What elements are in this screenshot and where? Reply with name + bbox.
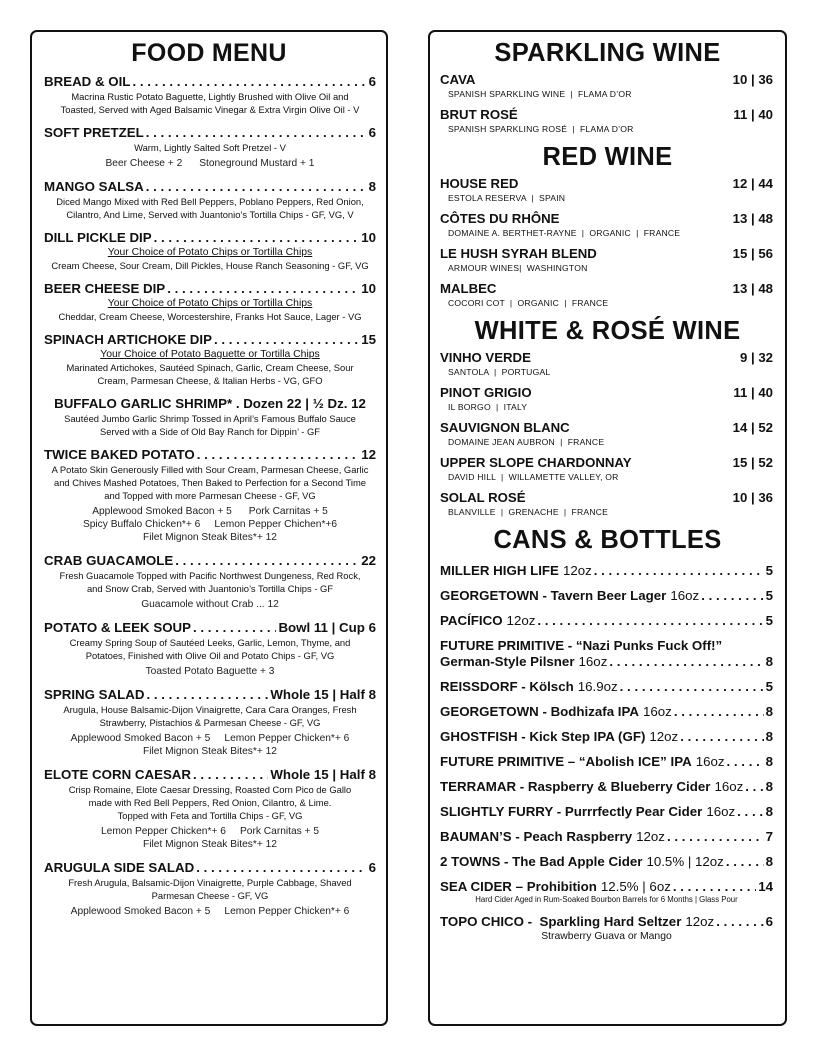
can-item	[430, 854, 785, 870]
food-item-choice: Your Choice of Potato Baguette or Tortilla Chips	[100, 349, 320, 360]
wine-producer: COCORI COT | ORGANIC | FRANCE	[448, 298, 609, 308]
can-name: 2 TOWNS - The Bad Apple Cider	[440, 854, 643, 869]
can-price: 8	[765, 804, 773, 819]
cans-bottles-list	[430, 563, 785, 943]
food-item-price: Bowl 11 | Cup 6	[278, 620, 376, 635]
food-item-description: Fresh Arugula, Balsamic-Dijon Vinaigrette, Purple Cabbage, Shaved	[68, 877, 352, 888]
wine-price: 11 | 40	[733, 107, 773, 122]
wine-name: MALBEC	[440, 281, 497, 296]
wine-price: 15 | 52	[732, 455, 773, 470]
food-item-name: BREAD & OIL	[44, 74, 131, 89]
can-price: 7	[765, 829, 773, 844]
food-item-header	[44, 125, 376, 141]
food-item-addon: Filet Mignon Steak Bites*+ 12	[143, 532, 277, 543]
food-item-description: Sautéed Jumbo Garlic Shrimp Tossed in April’s Famous Buffalo Sauce	[64, 413, 356, 424]
can-price: 8	[765, 704, 773, 719]
food-item-addon: Applewood Smoked Bacon + 5 Pork Carnitas + 5	[92, 506, 328, 517]
can-flavors: Strawberry Guava or Mango	[541, 931, 672, 942]
food-item	[32, 332, 386, 387]
food-item-header	[44, 332, 376, 348]
can-name: SEA CIDER – Prohibition	[440, 879, 597, 894]
food-menu-title: FOOD MENU	[131, 39, 287, 67]
food-item-description: Cream Cheese, Sour Cream, Dill Pickles, House Ranch Seasoning - GF, VG	[51, 260, 369, 271]
food-item-description: Arugula, House Balsamic-Dijon Vinaigrette, Cara Cara Oranges, Fresh	[63, 704, 357, 715]
leader-dots	[716, 914, 763, 930]
can-size: 12oz	[649, 729, 679, 744]
wine-producer: SANTOLA | PORTUGAL	[448, 367, 551, 377]
wine-item-header	[440, 107, 773, 123]
sparkling-wine-list	[430, 72, 785, 136]
leader-dots	[196, 860, 366, 876]
can-item-header	[440, 914, 773, 930]
can-item-header	[440, 779, 773, 795]
can-size: 16oz	[642, 704, 672, 719]
can-name: MILLER HIGH LIFE	[440, 563, 559, 578]
wine-item	[430, 385, 785, 414]
can-size: 12oz	[685, 914, 715, 929]
food-item-description: Cream, Parmesan Cheese, & Italian Herbs - VG, GFO	[97, 375, 323, 386]
can-name: TOPO CHICO - Sparkling Hard Seltzer	[440, 914, 682, 929]
food-item-header	[44, 687, 376, 703]
wine-price: 10 | 36	[732, 72, 773, 87]
can-price: 6	[765, 914, 773, 929]
can-price: 14	[758, 879, 773, 894]
food-item-list	[32, 74, 386, 918]
wine-item-header	[440, 350, 773, 366]
red-wine-list	[430, 176, 785, 310]
can-item-header	[440, 613, 773, 629]
leader-dots	[537, 613, 763, 629]
can-item-header	[440, 854, 773, 870]
leader-dots	[146, 687, 268, 703]
can-size: 12.5% | 6oz	[600, 879, 671, 894]
wine-item	[430, 281, 785, 310]
white-rose-wine-list	[430, 350, 785, 519]
can-item-header	[440, 588, 773, 604]
wine-producer: BLANVILLE | GRENACHE | FRANCE	[448, 507, 609, 517]
food-item-name: SPRING SALAD	[44, 687, 145, 702]
leader-dots	[132, 74, 366, 90]
can-size: 16oz	[706, 804, 736, 819]
food-item-name: SPINACH ARTICHOKE DIP	[44, 332, 212, 347]
can-item	[430, 613, 785, 629]
wine-name: SAUVIGNON BLANC	[440, 420, 570, 435]
food-item-name: SOFT PRETZEL	[44, 125, 144, 140]
can-item	[430, 729, 785, 745]
food-item-name: CRAB GUACAMOLE	[44, 553, 174, 568]
food-item-header	[44, 447, 376, 463]
sparkling-wine-title: SPARKLING WINE	[494, 39, 721, 67]
food-item-description: Topped with Feta and Tortilla Chips - GF, VG	[117, 810, 303, 821]
can-name: FUTURE PRIMITIVE – “Abolish ICE” IPA	[440, 754, 692, 769]
food-item-addon: Applewood Smoked Bacon + 5 Lemon Pepper Chicken*+ 6	[70, 906, 350, 917]
food-item-name: ARUGULA SIDE SALAD	[44, 860, 195, 875]
food-item-description: A Potato Skin Generously Filled with Sour Cream, Parmesan Cheese, Garlic	[51, 464, 369, 475]
food-item	[32, 230, 386, 272]
food-item	[32, 125, 386, 170]
food-item	[32, 687, 386, 758]
wine-name: LE HUSH SYRAH BLEND	[440, 246, 597, 261]
can-price: 8	[765, 729, 773, 744]
wine-name: SOLAL ROSÉ	[440, 490, 526, 505]
white-rose-wine-title: WHITE & ROSÉ WINE	[474, 317, 741, 345]
food-item-description: Marinated Artichokes, Sautéed Spinach, Garlic, Cream Cheese, Sour	[66, 362, 354, 373]
can-item	[430, 638, 785, 670]
food-item-name: MANGO SALSA	[44, 179, 144, 194]
wine-item-header	[440, 455, 773, 471]
leader-dots	[193, 767, 268, 783]
wine-price: 12 | 44	[732, 176, 773, 191]
can-item	[430, 754, 785, 770]
wine-producer: IL BORGO | ITALY	[448, 402, 528, 412]
wine-producer: ESTOLA RESERVA | SPAIN	[448, 193, 566, 203]
food-item-header	[44, 179, 376, 195]
can-size: 12oz	[506, 613, 536, 628]
wine-item-header	[440, 246, 773, 262]
food-item-description: Cheddar, Cream Cheese, Worcestershire, Franks Hot Sauce, Lager - VG	[58, 311, 362, 322]
food-item-header	[44, 620, 376, 636]
can-item-header	[440, 563, 773, 579]
wine-item-header	[440, 385, 773, 401]
wine-item-header	[440, 490, 773, 506]
wine-producer: DOMAINE JEAN AUBRON | FRANCE	[448, 437, 605, 447]
food-item-price: 8	[368, 179, 376, 194]
can-item-header	[440, 804, 773, 820]
can-item-header	[440, 754, 773, 770]
food-item-description: and Snow Crab, Served with Juantonio’s Tortilla Chips - GF	[86, 583, 334, 594]
food-item-addon: Filet Mignon Steak Bites*+ 12	[143, 839, 277, 850]
food-item-header	[44, 767, 376, 783]
leader-dots	[214, 332, 359, 348]
food-item-description: made with Red Bell Peppers, Red Onion, Cilantro, & Lime.	[88, 797, 332, 808]
food-item-addon: Applewood Smoked Bacon + 5 Lemon Pepper Chicken*+ 6	[70, 733, 350, 744]
wine-producer: DOMAINE A. BERTHET-RAYNE | ORGANIC | FRANCE	[448, 228, 681, 238]
food-item	[32, 179, 386, 221]
food-item-price: 6	[368, 74, 376, 89]
food-item	[32, 281, 386, 323]
wine-producer: SPANISH SPARKLING WINE | FLAMA D’OR	[448, 89, 632, 99]
can-size: 16oz	[578, 654, 608, 669]
leader-dots	[673, 879, 756, 895]
can-size: 12oz	[562, 563, 592, 578]
can-item	[430, 879, 785, 905]
can-name: GEORGETOWN - Tavern Beer Lager	[440, 588, 667, 603]
food-item-price: Whole 15 | Half 8	[270, 767, 376, 782]
can-item	[430, 914, 785, 943]
wine-name: UPPER SLOPE CHARDONNAY	[440, 455, 632, 470]
food-item-price: 10	[361, 281, 376, 296]
can-size: 16.9oz	[577, 679, 618, 694]
drinks-panel	[428, 30, 787, 1026]
food-item-header	[44, 396, 376, 412]
food-item-description: Crisp Romaine, Elote Caesar Dressing, Roasted Corn Pico de Gallo	[68, 784, 352, 795]
wine-item	[430, 420, 785, 449]
food-item	[32, 767, 386, 851]
can-price: 5	[765, 613, 773, 628]
wine-price: 9 | 32	[739, 350, 773, 365]
can-size: 16oz	[714, 779, 744, 794]
leader-dots	[197, 447, 360, 463]
food-item	[32, 74, 386, 116]
leader-dots	[674, 704, 764, 720]
can-price: 8	[765, 854, 773, 869]
food-item-name: ELOTE CORN CAESAR	[44, 767, 192, 782]
wine-price: 15 | 56	[732, 246, 773, 261]
food-item	[32, 620, 386, 678]
food-item-price: 6	[368, 125, 376, 140]
food-item-addon: Lemon Pepper Chicken*+ 6 Pork Carnitas + 5	[100, 826, 320, 837]
can-item-header	[440, 879, 773, 895]
food-item	[32, 396, 386, 438]
food-item-price: 12	[361, 447, 376, 462]
wine-item	[430, 350, 785, 379]
wine-price: 14 | 52	[732, 420, 773, 435]
can-size: 16oz	[670, 588, 700, 603]
food-item-description: Toasted, Served with Aged Balsamic Vinegar & Extra Virgin Olive Oil - V	[60, 104, 360, 115]
food-item	[32, 553, 386, 611]
food-item-description: Macrina Rustic Potato Baguette, Lightly Brushed with Olive Oil and	[71, 91, 349, 102]
leader-dots	[745, 779, 763, 795]
can-name: GHOSTFISH - Kick Step IPA (GF)	[440, 729, 646, 744]
wine-name: PINOT GRIGIO	[440, 385, 532, 400]
food-item-description: and Chives Mashed Potatoes, Then Baked to Perfection for a Second Time	[54, 477, 366, 488]
can-item	[430, 679, 785, 695]
wine-item	[430, 490, 785, 519]
wine-item-header	[440, 281, 773, 297]
can-style: German-Style Pilsner	[440, 654, 575, 669]
wine-producer: ARMOUR WINES| WASHINGTON	[448, 263, 588, 273]
can-item-header	[440, 654, 773, 670]
can-size: 12oz	[636, 829, 665, 844]
food-item-description: Warm, Lightly Salted Soft Pretzel - V	[134, 142, 286, 153]
wine-item-header	[440, 72, 773, 88]
wine-name: BRUT ROSÉ	[440, 107, 518, 122]
can-item-header	[440, 679, 773, 695]
food-item-header	[44, 553, 376, 569]
can-price: 8	[765, 654, 773, 669]
food-item-addon: Filet Mignon Steak Bites*+ 12	[143, 746, 277, 757]
cans-bottles-title: CANS & BOTTLES	[493, 526, 722, 554]
food-item-header	[44, 281, 376, 297]
food-item-addon: Toasted Potato Baguette + 3	[145, 666, 275, 677]
food-item-description: Diced Mango Mixed with Red Bell Peppers, Poblano Peppers, Red Onion,	[56, 196, 364, 207]
wine-price: 11 | 40	[733, 385, 773, 400]
can-price: 8	[765, 754, 773, 769]
wine-item-header	[440, 420, 773, 436]
food-item-addon: Beer Cheese + 2 Stoneground Mustard + 1	[105, 158, 315, 169]
food-item-name: POTATO & LEEK SOUP	[44, 620, 192, 635]
leader-dots	[146, 179, 367, 195]
can-name: GEORGETOWN - Bodhizafa IPA	[440, 704, 639, 719]
wine-producer: SPANISH SPARKLING ROSÉ | FLAMA D’OR	[448, 124, 634, 134]
can-item	[430, 804, 785, 820]
can-item	[430, 829, 785, 845]
food-item-description: Creamy Spring Soup of Sautéed Leeks, Garlic, Lemon, Thyme, and	[69, 637, 351, 648]
food-item-description: Served with a Side of Old Bay Ranch for Dippin’ - GF	[99, 426, 321, 437]
wine-item	[430, 246, 785, 275]
leader-dots	[620, 679, 764, 695]
can-item	[430, 779, 785, 795]
leader-dots	[154, 230, 360, 246]
can-item-name-line	[440, 638, 773, 654]
food-item-description: and Topped with more Parmesan Cheese - GF, VG	[104, 490, 316, 501]
leader-dots	[701, 588, 763, 604]
wine-name: CAVA	[440, 72, 476, 87]
wine-item	[430, 107, 785, 136]
wine-name: CÔTES DU RHÔNE	[440, 211, 560, 226]
can-name: TERRAMAR - Raspberry & Blueberry Cider	[440, 779, 711, 794]
leader-dots	[193, 620, 276, 636]
wine-price: 10 | 36	[732, 490, 773, 505]
leader-dots	[680, 729, 763, 745]
leader-dots	[667, 829, 764, 845]
food-item-addon: Spicy Buffalo Chicken*+ 6 Lemon Pepper Chichen*+6	[82, 519, 338, 530]
wine-item	[430, 211, 785, 240]
can-price: 5	[765, 588, 773, 603]
wine-producer: DAVID HILL | WILLAMETTE VALLEY, OR	[448, 472, 619, 482]
leader-dots	[727, 754, 764, 770]
leader-dots	[726, 854, 764, 870]
food-item-description: Cilantro, And Lime, Served with Juantonio’s Tortilla Chips - GF, VG, V	[66, 209, 354, 220]
wine-item-header	[440, 211, 773, 227]
can-item-header	[440, 829, 773, 845]
wine-name: HOUSE RED	[440, 176, 519, 191]
food-item-price: Whole 15 | Half 8	[270, 687, 376, 702]
can-name: REISSDORF - Kölsch	[440, 679, 574, 694]
food-item-choice: Your Choice of Potato Chips or Tortilla Chips	[107, 247, 313, 258]
food-item-header	[44, 230, 376, 246]
food-item-description: Parmesan Cheese - GF, VG	[151, 890, 269, 901]
wine-price: 13 | 48	[732, 211, 773, 226]
food-item-price: 6	[368, 860, 376, 875]
leader-dots	[146, 125, 367, 141]
can-name: BAUMAN’S - Peach Raspberry	[440, 829, 633, 844]
food-item	[32, 860, 386, 918]
food-item-header	[44, 74, 376, 90]
can-item-header	[440, 704, 773, 720]
can-item	[430, 704, 785, 720]
leader-dots	[167, 281, 359, 297]
food-item-description: Strawberry, Pistachios & Parmesan Cheese - GF, VG	[99, 717, 321, 728]
can-note: Hard Cider Aged in Rum-Soaked Bourbon Barrels for 6 Months | Glass Pour	[475, 895, 738, 904]
wine-price: 13 | 48	[732, 281, 773, 296]
can-price: 8	[765, 779, 773, 794]
leader-dots	[175, 553, 359, 569]
wine-item	[430, 72, 785, 101]
red-wine-title: RED WINE	[542, 143, 673, 171]
food-item-name: DILL PICKLE DIP	[44, 230, 152, 245]
food-item-price: 15	[361, 332, 376, 347]
food-item-name: BUFFALO GARLIC SHRIMP* . Dozen 22 | ½ Dz. 12	[54, 396, 366, 411]
wine-name: VINHO VERDE	[440, 350, 531, 365]
food-item-name: BEER CHEESE DIP	[44, 281, 166, 296]
food-item	[32, 447, 386, 544]
food-item-name: TWICE BAKED POTATO	[44, 447, 195, 462]
wine-item	[430, 455, 785, 484]
food-item-choice: Your Choice of Potato Chips or Tortilla Chips	[107, 298, 313, 309]
food-item-addon: Guacamole without Crab ... 12	[141, 599, 279, 610]
can-item-header	[440, 729, 773, 745]
can-price: 5	[765, 563, 773, 578]
food-item-price: 22	[361, 553, 376, 568]
wine-item	[430, 176, 785, 205]
leader-dots	[609, 654, 763, 670]
wine-item-header	[440, 176, 773, 192]
can-size: 16oz	[695, 754, 725, 769]
food-item-description: Potatoes, Finished with Olive Oil and Potato Chips - GF, VG	[85, 650, 335, 661]
leader-dots	[737, 804, 763, 820]
food-item-price: 10	[361, 230, 376, 245]
can-name: FUTURE PRIMITIVE - “Nazi Punks Fuck Off!”	[440, 638, 723, 653]
can-name: SLIGHTLY FURRY - Purrrfectly Pear Cider	[440, 804, 703, 819]
food-item-header	[44, 860, 376, 876]
can-item	[430, 563, 785, 579]
food-item-description: Fresh Guacamole Topped with Pacific Northwest Dungeness, Red Rock,	[59, 570, 361, 581]
can-name: PACÍFICO	[440, 613, 503, 628]
leader-dots	[594, 563, 764, 579]
can-item	[430, 588, 785, 604]
can-size: 10.5% | 12oz	[646, 854, 724, 869]
can-price: 5	[765, 679, 773, 694]
food-menu-panel	[30, 30, 388, 1026]
